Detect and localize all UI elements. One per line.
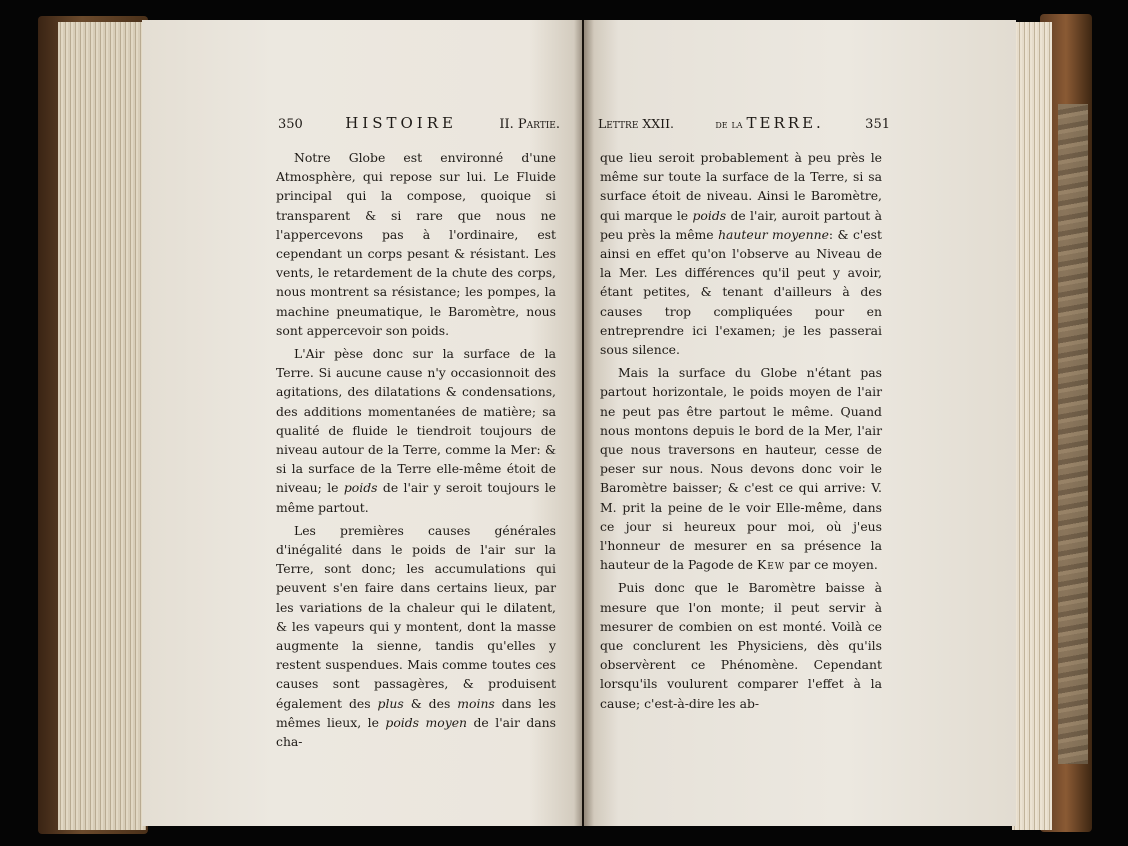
italic-run: poids	[692, 207, 727, 223]
left-paragraph-2	[276, 344, 556, 517]
text-run: par ce moyen.	[785, 557, 878, 573]
right-page	[584, 20, 1016, 826]
marbled-paper	[1058, 104, 1088, 764]
italic-run: plus	[377, 695, 404, 711]
left-text-body	[276, 148, 556, 755]
left-page-number: 350	[278, 117, 303, 132]
text-run: dans les mêmes lieux, le	[276, 695, 556, 730]
text-run: & des	[403, 695, 458, 711]
small-caps-run: Kew	[756, 557, 786, 573]
text-run: L'Air pèse donc sur la surface de la Terre. Si aucune cause n'y occasionnoit des agitations, des dilatations & condensations, des additions momentanées de matière; sa qualité de fluide le tiendroit toujours de niveau autour de la Terre, comme la Mer: & si la surface de la Terre elle-même étoit de niveau; le	[276, 346, 556, 496]
right-header-title: TERRE.	[746, 114, 824, 132]
text-run: de l'air dans cha-	[276, 714, 556, 750]
left-running-header	[278, 114, 560, 136]
italic-run: hauteur moyenne	[718, 226, 829, 242]
book-gutter	[574, 20, 594, 826]
right-header-title-group	[715, 114, 823, 132]
italic-run: moins	[457, 695, 495, 711]
text-run: que lieu seroit probablement à peu près le même sur toute la surface de la Terre, si sa surface étoit de niveau. Ainsi le Baromètre, qui marque le	[600, 150, 882, 223]
right-running-header	[598, 114, 890, 136]
italic-run: poids moyen	[385, 714, 468, 730]
left-header-title: HISTOIRE	[345, 114, 457, 132]
left-header-part: II. Partie.	[499, 117, 560, 132]
right-header-de-la: de la	[715, 117, 743, 131]
text-run: Mais la surface du Globe n'étant pas partout horizontale, le poids moyen de l'air ne peut pas être partout le même. Quand nous montons depuis le bord de la Mer, l'air que nous traversons en hauteur, cesse de peser sur nous. Nous devons donc voir le Baromètre baisser; & c'est ce qui arrive: V. M. prit la peine de le voir Elle-même, dans ce jour si heureux pour moi, où j'eus l'honneur de mesurer en sa présence la hauteur de la Pagode de	[600, 365, 882, 573]
italic-run: poids	[343, 480, 378, 496]
right-paragraph-1	[600, 148, 882, 359]
text-run: de l'air y seroit toujours le même partout.	[276, 480, 556, 515]
text-run: : & c'est ainsi en effet qu'on l'observe au Niveau de la Mer. Les différences qu'il peut y avoir, étant petites, & tenant d'ailleurs à des causes trop compliquées pour en entreprendre ici l'examen; je les passerai sous silence.	[600, 226, 882, 358]
right-header-letter: Lettre XXII.	[598, 116, 675, 131]
right-paragraph-2	[600, 363, 882, 574]
text-run: de l'air, auroit partout à peu près la même	[600, 207, 882, 242]
left-page	[142, 20, 582, 826]
right-text-body	[600, 148, 882, 717]
left-paragraph-3	[276, 521, 556, 751]
left-page-edges	[58, 22, 146, 830]
right-paragraph-3: Puis donc que le Baromètre baisse à mesure que l'on monte; il peut servir à mesurer de combien on est monté. Voilà ce que conclurent les Physiciens, dès qu'ils observèrent ce Phénomène. Cependant lorsqu'ils voulurent comparer l'effet à la cause; c'est-à-dire les ab-	[600, 580, 882, 711]
left-paragraph-1: Notre Globe est environné d'une Atmosphère, qui repose sur lui. Le Fluide principal qui la compose, quoique si transparent & si rare que nous ne l'appercevons pas à l'ordinaire, est cependant un corps pesant & résistant. Les vents, le retardement de la chute des corps, nous montrent sa résistance; les pompes, la machine pneumatique, le Baromètre, nous sont appercevoir son poids.	[276, 150, 556, 338]
right-page-number: 351	[865, 117, 890, 132]
right-page-edges	[1012, 22, 1052, 830]
text-run: Les premières causes générales d'inégalité dans le poids de l'air sur la Terre, sont donc; les accumulations qui peuvent s'en faire dans certains lieux, par les variations de la chaleur qui le dilatent, & les vapeurs qui y montent, dont la masse augmente la sienne, tandis qu'elles y restent suspendues. Mais comme toutes ces causes sont passagères, & produisent également des	[276, 522, 556, 711]
